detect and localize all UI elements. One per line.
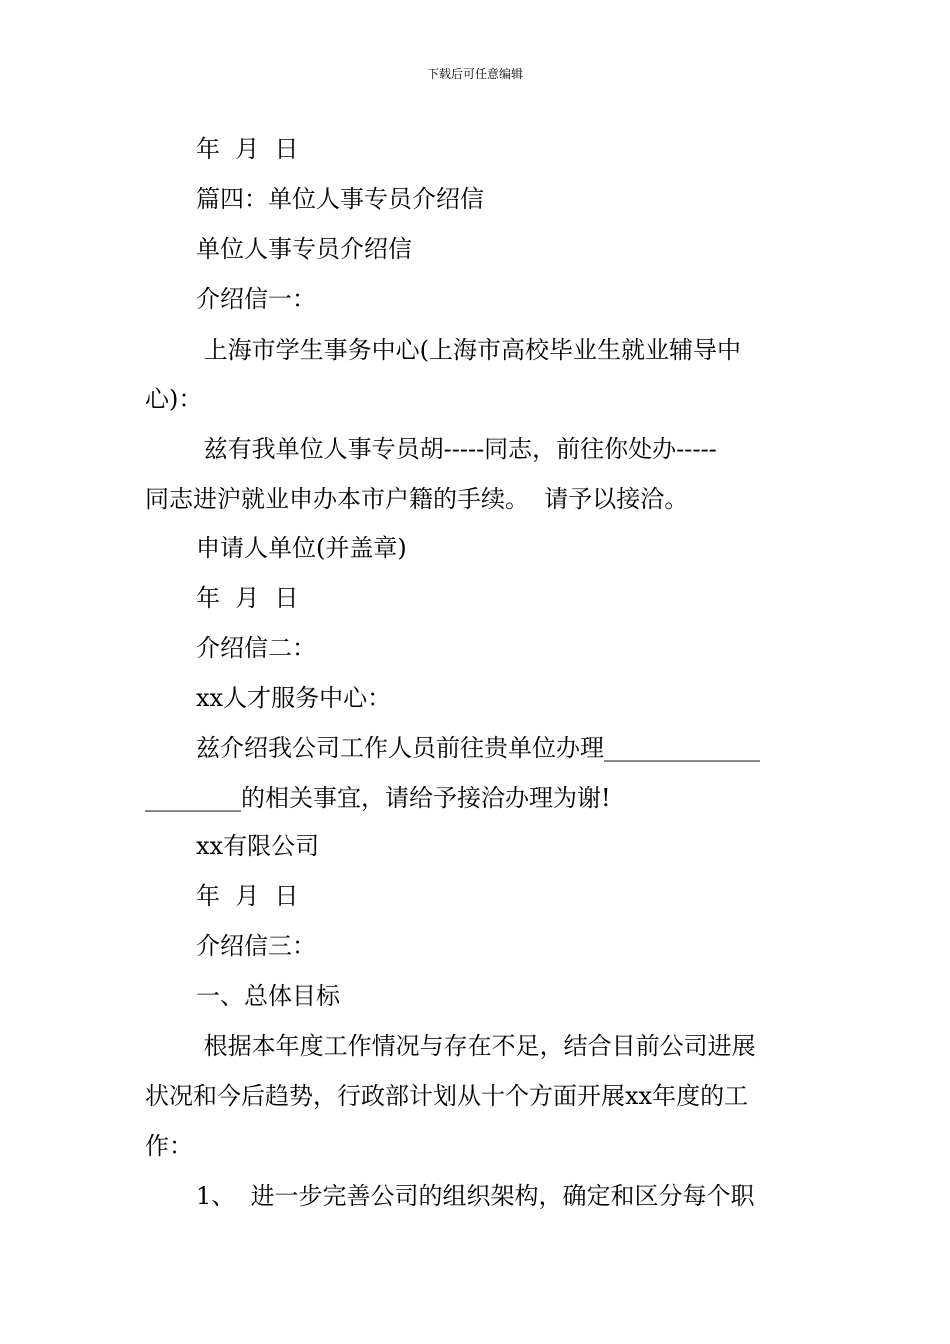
letter-heading-2: 介绍信二：	[196, 634, 316, 662]
letter-2-addressee: xx人才服务中心：	[196, 684, 392, 712]
letter-heading-3: 介绍信三：	[196, 932, 316, 960]
paragraph-goal-end: 作：	[145, 1132, 193, 1160]
letter-2-body: 兹介绍我公司工作人员前往贵单位办理_____________	[196, 734, 760, 762]
letter-1-addressee-continued: 心)：	[145, 385, 203, 413]
document-title: 单位人事专员介绍信	[196, 235, 412, 263]
date-line-2: 年 月 日	[196, 584, 299, 612]
letter-1-body-continued: 同志进沪就业申办本市户籍的手续。 请予以接洽。	[145, 485, 689, 513]
paragraph-goal-continued: 状况和今后趋势，行政部计划从十个方面开展xx年度的工	[145, 1082, 749, 1110]
letter-1-body: 兹有我单位人事专员胡-----同志，前往你处办-----	[196, 435, 717, 463]
letter-1-addressee: 上海市学生事务中心(上海市高校毕业生就业辅导中	[196, 336, 741, 364]
letter-1-signature: 申请人单位(并盖章)	[196, 534, 407, 562]
page-header: 下载后可任意编辑	[426, 67, 523, 81]
date-line-1: 年 月 日	[196, 135, 299, 163]
letter-2-body-continued: ________的相关事宜，请给予接洽办理为谢!	[145, 784, 611, 812]
date-line-3: 年 月 日	[196, 882, 299, 910]
list-item-1: 1、 进一步完善公司的组织架构，确定和区分每个职	[196, 1182, 755, 1210]
letter-heading-1: 介绍信一：	[196, 285, 316, 313]
section-heading-overall-goal: 一、总体目标	[196, 982, 340, 1010]
section-heading-part-4: 篇四：单位人事专员介绍信	[196, 185, 484, 213]
letter-2-signature: xx有限公司	[196, 832, 320, 860]
paragraph-goal: 根据本年度工作情况与存在不足，结合目前公司进展	[196, 1032, 756, 1060]
